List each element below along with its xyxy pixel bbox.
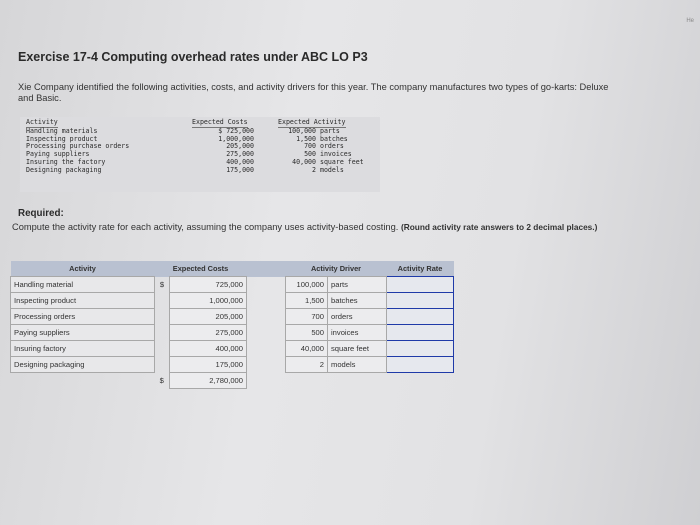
- driver-unit-cell: batches: [328, 293, 387, 309]
- given-activity-column: [26, 119, 129, 175]
- table-row: [11, 341, 454, 357]
- given-header-cost: Expected Costs: [192, 118, 248, 126]
- driver-unit-cell: models: [328, 357, 387, 373]
- table-row: [11, 277, 454, 293]
- cost-cell: 1,000,000: [170, 293, 247, 309]
- header-activity: Activity: [11, 261, 155, 277]
- table-row: [11, 293, 454, 309]
- driver-qty-cell: 2: [286, 357, 328, 373]
- activity-cell: Inspecting product: [11, 293, 155, 309]
- given-unit: invoices: [319, 150, 352, 159]
- cost-cell: 400,000: [170, 341, 247, 357]
- given-driver-column: [278, 119, 364, 175]
- total-cost-cell: 2,780,000: [170, 373, 247, 389]
- given-qty: 40,000: [292, 157, 316, 166]
- required-text: [12, 221, 612, 233]
- given-qty: 1,500: [296, 134, 316, 143]
- given-cost: 205,000: [226, 142, 254, 151]
- activity-cell: Designing packaging: [11, 357, 155, 373]
- cost-cell: 205,000: [170, 309, 247, 325]
- required-instruction: Compute the activity rate for each activity, assuming the company uses activity-based costing.: [12, 222, 399, 232]
- activity-rate-input[interactable]: [387, 309, 454, 325]
- given-qty: 2: [312, 165, 316, 174]
- given-unit: batches: [319, 134, 348, 143]
- activity-rate-input[interactable]: [387, 341, 454, 357]
- answer-header-row: [11, 261, 454, 277]
- corner-text: He: [686, 18, 694, 24]
- activity-rate-input[interactable]: [387, 277, 454, 293]
- table-row: [11, 325, 454, 341]
- given-unit: orders: [319, 142, 344, 151]
- header-gap: [247, 261, 286, 277]
- driver-qty-cell: 100,000: [286, 277, 328, 293]
- given-header-driver: Expected Activity: [278, 118, 346, 126]
- activity-cell: Paying suppliers: [11, 325, 155, 341]
- given-cost: $ 725,000: [218, 126, 254, 135]
- header-expected-costs: Expected Costs: [155, 261, 247, 277]
- exercise-title: Exercise 17-4 Computing overhead rates under ABC LO P3: [18, 50, 368, 64]
- dollar-sign: $: [159, 280, 165, 289]
- driver-qty-cell: 1,500: [286, 293, 328, 309]
- driver-unit-cell: orders: [328, 309, 387, 325]
- driver-qty-cell: 500: [286, 325, 328, 341]
- driver-qty-cell: 40,000: [286, 341, 328, 357]
- total-row: [11, 373, 454, 389]
- required-label: Required:: [18, 208, 64, 219]
- given-cost-column: [192, 119, 254, 175]
- table-row: [11, 309, 454, 325]
- header-activity-rate: Activity Rate: [387, 261, 454, 277]
- given-activity: Handling materials: [26, 126, 98, 135]
- activity-cell: Processing orders: [11, 309, 155, 325]
- activity-cell: Insuring factory: [11, 341, 155, 357]
- given-unit: square feet: [319, 157, 364, 166]
- given-qty: 700: [304, 142, 316, 151]
- intro-text: Xie Company identified the following activities, costs, and activity drivers for this year. The company manufactures two types of go-karts: Deluxe and Basic.: [18, 82, 609, 103]
- given-cost: 275,000: [226, 150, 254, 159]
- cost-cell: 275,000: [170, 325, 247, 341]
- given-activity: Insuring the factory: [26, 157, 106, 166]
- given-header-activity: Activity: [26, 118, 58, 126]
- driver-unit-cell: invoices: [328, 325, 387, 341]
- given-data-table: [20, 117, 380, 192]
- given-unit: parts: [319, 126, 340, 135]
- cost-cell: 725,000: [170, 277, 247, 293]
- activity-rate-input[interactable]: [387, 325, 454, 341]
- given-qty: 100,000: [288, 126, 316, 135]
- given-unit: models: [319, 165, 344, 174]
- driver-unit-cell: square feet: [328, 341, 387, 357]
- table-row: [11, 357, 454, 373]
- activity-rate-input[interactable]: [387, 293, 454, 309]
- cost-cell: 175,000: [170, 357, 247, 373]
- given-cost: 1,000,000: [218, 134, 254, 143]
- given-cost: 175,000: [226, 165, 254, 174]
- given-activity: Processing purchase orders: [26, 142, 130, 151]
- answer-table: [10, 261, 454, 389]
- activity-rate-input[interactable]: [387, 357, 454, 373]
- given-activity: Inspecting product: [26, 134, 98, 143]
- header-activity-driver: Activity Driver: [286, 261, 387, 277]
- given-activity: Designing packaging: [26, 165, 102, 174]
- rounding-note: (Round activity rate answers to 2 decimal places.): [400, 222, 598, 232]
- total-dollar-sign: $: [159, 376, 164, 385]
- driver-qty-cell: 700: [286, 309, 328, 325]
- given-cost: 400,000: [226, 157, 254, 166]
- given-qty: 500: [304, 150, 316, 159]
- given-activity: Paying suppliers: [26, 150, 90, 159]
- driver-unit-cell: parts: [328, 277, 387, 293]
- activity-cell: Handling material: [11, 277, 155, 293]
